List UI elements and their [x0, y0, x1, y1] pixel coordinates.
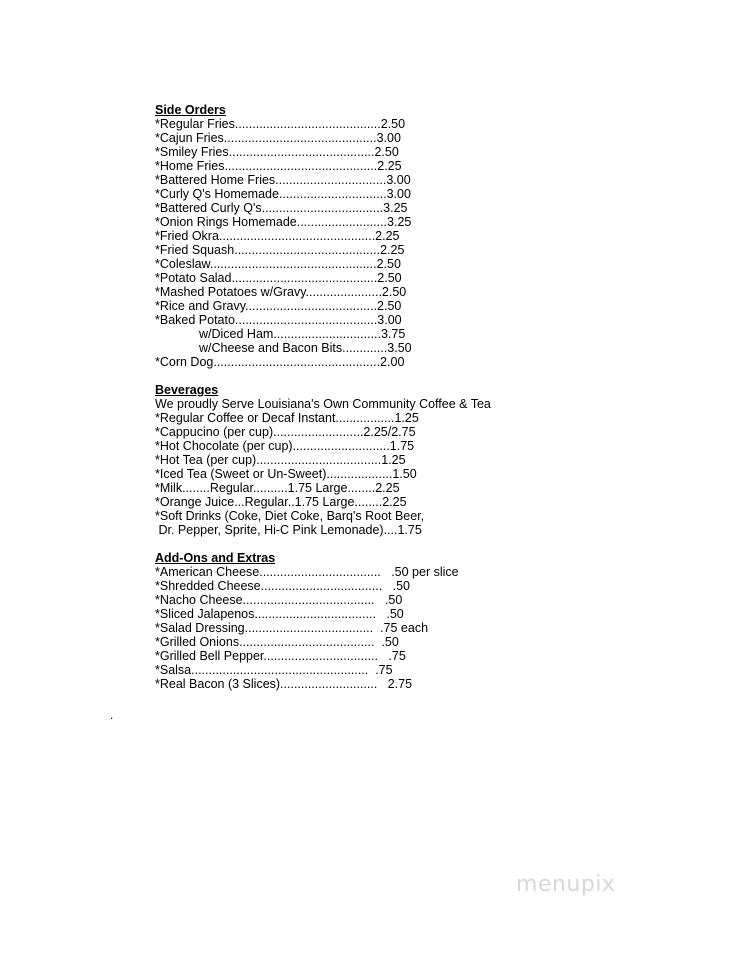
- menu-item: *Hot Chocolate (per cup)............................1.75: [155, 439, 415, 453]
- side-orders-section: [155, 103, 555, 369]
- beverages-heading: Beverages: [155, 383, 219, 397]
- menu-item: *Grilled Onions....................................... .50: [155, 635, 399, 649]
- menu-item: *Home Fries............................................2.25: [155, 159, 402, 173]
- menu-item: *Regular Fries..........................................2.50: [155, 117, 406, 131]
- menu-item: *Battered Curly Q's...................................3.25: [155, 201, 408, 215]
- menu-item: *Salad Dressing..................................... .75 each: [155, 621, 429, 635]
- menu-sub-item: w/Cheese and Bacon Bits.............3.50: [199, 341, 412, 355]
- menu-item: *Potato Salad..........................................2.50: [155, 271, 402, 285]
- menu-item: *Iced Tea (Sweet or Un-Sweet)...................1.50: [155, 467, 417, 481]
- menu-item: *American Cheese................................... .50 per slice: [155, 565, 459, 579]
- menu-item: *Battered Home Fries................................3.00: [155, 173, 411, 187]
- beverages-section: [155, 383, 555, 537]
- menu-item: *Coleslaw................................................2.50: [155, 257, 401, 271]
- menu-item: *Hot Tea (per cup)....................................1.25: [155, 453, 406, 467]
- menu-item: *Onion Rings Homemade..........................3.25: [155, 215, 412, 229]
- menu-item: *Corn Dog................................................2.00: [155, 355, 405, 369]
- menupix-watermark: menupix: [516, 872, 616, 897]
- addons-heading: Add-Ons and Extras: [155, 551, 276, 565]
- menu-item: *Smiley Fries..........................................2.50: [155, 145, 399, 159]
- menu-page: [155, 103, 555, 705]
- menu-sub-item: w/Diced Ham...............................3.75: [199, 327, 406, 341]
- menu-item: *Soft Drinks (Coke, Diet Coke, Barq's Root Beer,: [155, 509, 425, 523]
- menu-item: *Grilled Bell Pepper................................. .75: [155, 649, 406, 663]
- addons-section: [155, 551, 555, 691]
- menu-item: *Regular Coffee or Decaf Instant.................1.25: [155, 411, 419, 425]
- menu-item: *Salsa................................................... .75: [155, 663, 393, 677]
- menu-item: Dr. Pepper, Sprite, Hi-C Pink Lemonade)....1.75: [155, 523, 422, 537]
- menu-item: *Real Bacon (3 Slices)............................ 2.75: [155, 677, 413, 691]
- menu-item: *Cappucino (per cup)..........................2.25/2.75: [155, 425, 416, 439]
- menu-item: *Baked Potato.........................................3.00: [155, 313, 402, 327]
- menu-item: *Curly Q's Homemade...............................3.00: [155, 187, 411, 201]
- menu-item: *Orange Juice...Regular..1.75 Large........2.25: [155, 495, 407, 509]
- beverages-intro: We proudly Serve Louisiana's Own Community Coffee & Tea: [155, 397, 491, 411]
- menu-item: *Mashed Potatoes w/Gravy......................2.50: [155, 285, 407, 299]
- menu-item: *Fried Okra.............................................2.25: [155, 229, 400, 243]
- menu-item: *Fried Squash..........................................2.25: [155, 243, 405, 257]
- menu-item: *Shredded Cheese................................... .50: [155, 579, 410, 593]
- menu-item: *Cajun Fries............................................3.00: [155, 131, 401, 145]
- side-orders-heading: Side Orders: [155, 103, 226, 117]
- menu-item: *Rice and Gravy......................................2.50: [155, 299, 402, 313]
- stray-mark: .: [110, 708, 114, 722]
- menu-item: *Nacho Cheese...................................... .50: [155, 593, 403, 607]
- menu-item: *Milk........Regular..........1.75 Large........2.25: [155, 481, 400, 495]
- menu-item: *Sliced Jalapenos................................... .50: [155, 607, 404, 621]
